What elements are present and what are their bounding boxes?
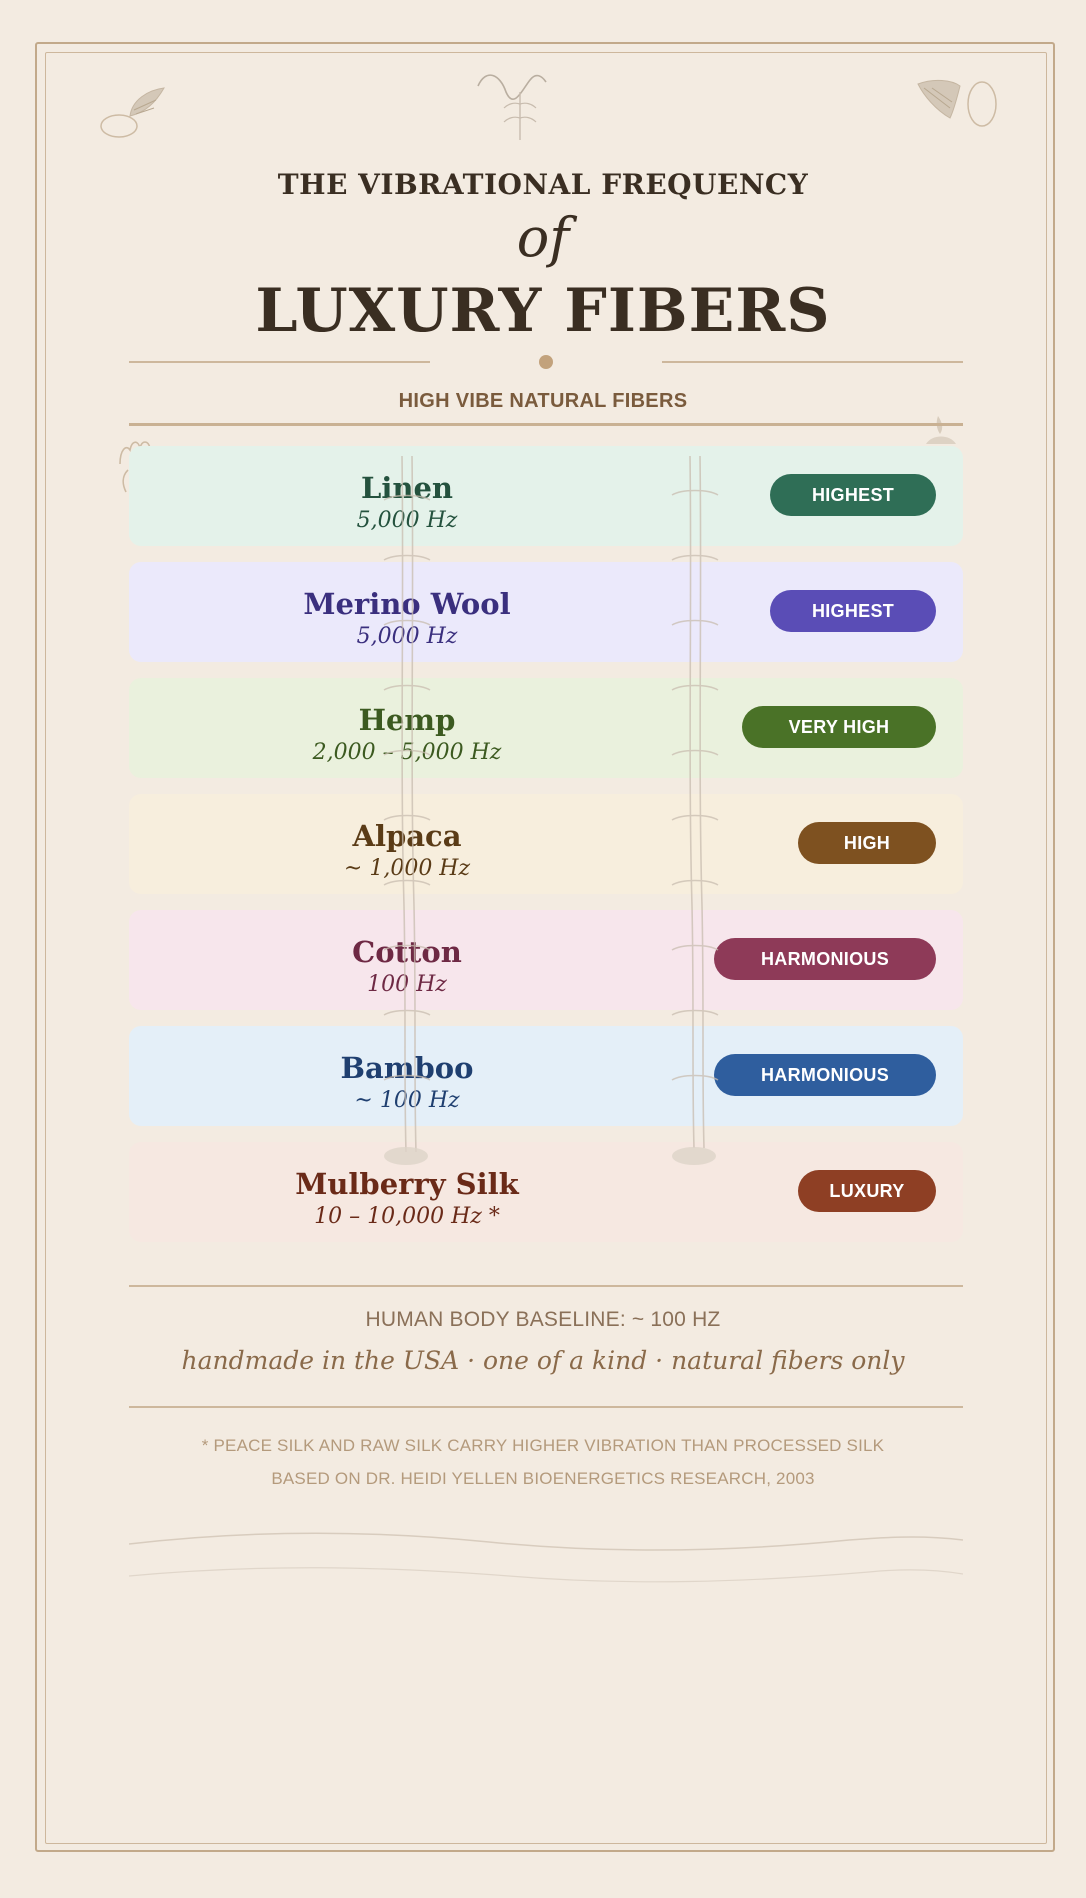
leaf-and-stone-icon xyxy=(96,82,171,142)
fiber-name: Cotton xyxy=(352,935,462,969)
level-badge: LUXURY xyxy=(798,1170,936,1212)
fiber-name: Mulberry Silk xyxy=(295,1167,519,1201)
fiber-card-hemp xyxy=(129,678,963,778)
fiber-frequency: 5,000 Hz xyxy=(356,624,458,649)
tagline: handmade in the USA · one of a kind · natural fibers only xyxy=(181,1346,905,1375)
fiber-card-bamboo xyxy=(129,1026,963,1126)
section-label: HIGH VIBE NATURAL FIBERS xyxy=(398,390,688,412)
fiber-frequency: ~ 1,000 Hz xyxy=(343,856,471,881)
fiber-name: Alpaca xyxy=(352,819,462,853)
footnote-silk: * PEACE SILK AND RAW SILK CARRY HIGHER VIBRATION THAN PROCESSED SILK xyxy=(201,1436,885,1455)
level-badge: HARMONIOUS xyxy=(714,1054,936,1096)
fiber-frequency: ~ 100 Hz xyxy=(354,1088,460,1113)
level-badge: HARMONIOUS xyxy=(714,938,936,980)
fiber-frequency: 2,000 – 5,000 Hz xyxy=(312,740,502,765)
level-badge: HIGHEST xyxy=(770,590,936,632)
fiber-card-alpaca xyxy=(129,794,963,894)
sprout-icon xyxy=(470,70,570,142)
wave-lines-icon xyxy=(129,1532,963,1602)
fiber-name: Linen xyxy=(360,471,454,505)
footnote-source: BASED ON DR. HEIDI YELLEN BIOENERGETICS RESEARCH, 2003 xyxy=(271,1469,815,1488)
title-divider-left xyxy=(129,361,430,363)
leaf-and-stone-icon xyxy=(912,74,1002,134)
fiber-frequency: 100 Hz xyxy=(367,972,447,997)
fiber-frequency: 10 – 10,000 Hz * xyxy=(314,1204,500,1229)
level-badge: HIGH xyxy=(798,822,936,864)
level-badge: HIGHEST xyxy=(770,474,936,516)
fiber-card-linen xyxy=(129,446,963,546)
footer-divider-top xyxy=(129,1285,963,1287)
fiber-card-mulberry-silk xyxy=(129,1142,963,1242)
title-of: of xyxy=(516,206,570,269)
fiber-card-merino-wool xyxy=(129,562,963,662)
title-divider-dot xyxy=(539,355,553,369)
fiber-list xyxy=(129,446,963,1258)
fiber-name: Hemp xyxy=(358,703,456,737)
fiber-card-cotton xyxy=(129,910,963,1010)
section-divider xyxy=(129,423,963,426)
fiber-name: Bamboo xyxy=(340,1051,474,1085)
footer-divider-bottom xyxy=(129,1406,963,1408)
title-top: THE VIBRATIONAL FREQUENCY xyxy=(277,168,809,201)
page-title: LUXURY FIBERS xyxy=(255,276,831,346)
human-baseline-note: HUMAN BODY BASELINE: ~ 100 HZ xyxy=(365,1308,721,1331)
fiber-frequency: 5,000 Hz xyxy=(356,508,458,533)
title-divider-right xyxy=(662,361,963,363)
fiber-name: Merino Wool xyxy=(303,587,511,621)
level-badge: VERY HIGH xyxy=(742,706,936,748)
